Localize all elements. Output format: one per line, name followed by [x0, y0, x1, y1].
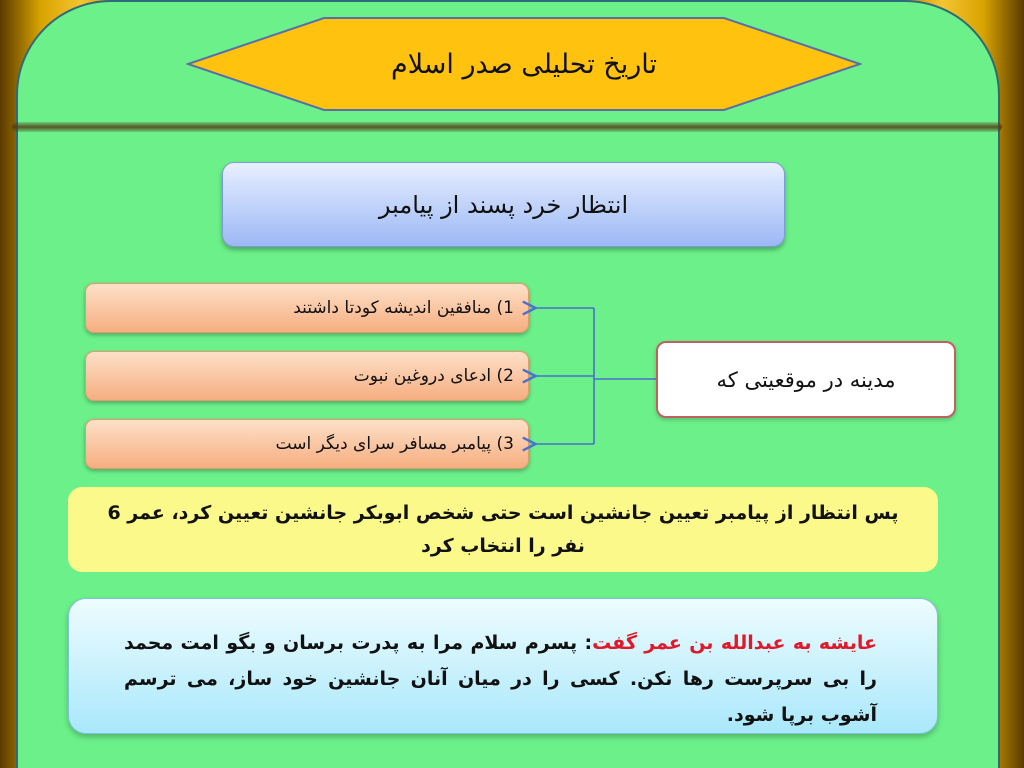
- page-title: تاریخ تحلیلی صدر اسلام: [390, 48, 658, 80]
- conclusion-text: پس انتظار از پیامبر تعیین جانشین است حتی شخص ابوبکر جانشین تعیین کرد، عمر 6 نفر را انتخاب کرد: [107, 502, 899, 557]
- item-prophet-departing: 3) پیامبر مسافر سرای دیگر است: [85, 419, 529, 469]
- conclusion-box: [68, 487, 938, 572]
- item-false-prophecy: 2) ادعای دروغین نبوت: [85, 351, 529, 401]
- header-divider: [12, 122, 1002, 132]
- quote-speaker: عایشه به عبدالله بن عمر گفت: [592, 632, 877, 654]
- item-coup: 1) منافقین اندیشه کودتا داشتند: [85, 283, 529, 333]
- situation-box: مدینه در موقعیتی که: [656, 341, 956, 418]
- heading-box: انتظار خرد پسند از پیامبر: [222, 162, 785, 247]
- quote-box: [68, 598, 938, 734]
- quote-text: : پسرم سلام مرا به پدرت برسان و بگو امت محمد را بی سرپرست رها نکن. کسی را در میان آنان جانشین خود ساز، می ترسم آشوب برپا شود.: [124, 632, 877, 727]
